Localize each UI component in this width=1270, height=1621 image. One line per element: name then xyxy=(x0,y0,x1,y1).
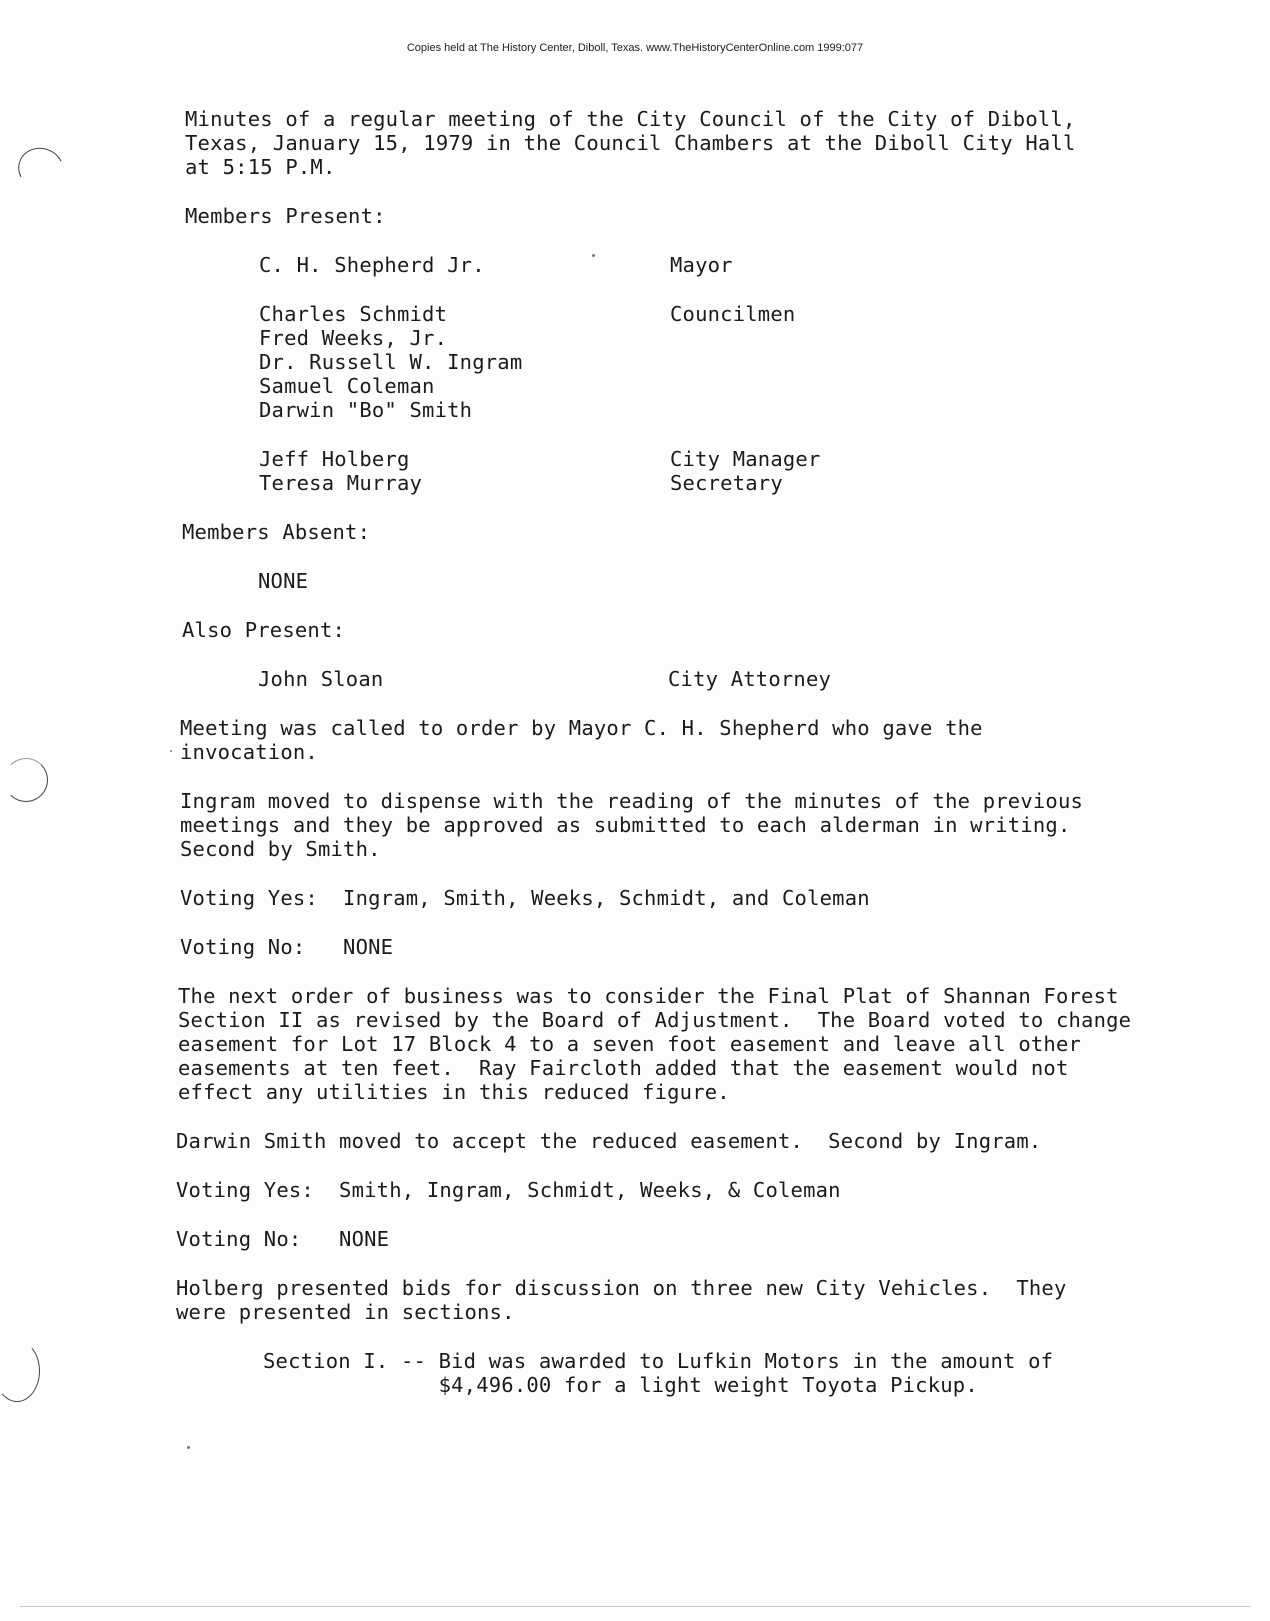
call-to-order-line-1: Meeting was called to order by Mayor C. H. Shepherd who gave the xyxy=(180,716,983,740)
councilman-name: Fred Weeks, Jr. xyxy=(259,326,448,350)
section1-line-1: Section I. -- Bid was awarded to Lufkin Motors in the amount of xyxy=(263,1349,1054,1373)
staff-name: Teresa Murray xyxy=(259,471,423,495)
minutes-motion-line-1: Ingram moved to dispense with the reading of the minutes of the previous xyxy=(180,789,1084,813)
also-present-heading: Also Present: xyxy=(182,618,346,642)
scan-speck xyxy=(592,254,595,257)
bids-line-2: were presented in sections. xyxy=(176,1300,515,1324)
scan-speck xyxy=(170,750,172,752)
page-bottom-edge xyxy=(20,1606,1250,1607)
intro-line-1: Minutes of a regular meeting of the City Council of the City of Diboll, xyxy=(185,107,1076,131)
attorney-name: John Sloan xyxy=(258,667,384,691)
mayor-title: Mayor xyxy=(670,253,733,277)
attorney-title: City Attorney xyxy=(668,667,832,691)
binder-hole-bottom xyxy=(0,1340,40,1402)
intro-line-3: at 5:15 P.M. xyxy=(185,155,336,179)
plat-line-3: easement for Lot 17 Block 4 to a seven foot easement and leave all other xyxy=(178,1032,1082,1056)
binder-hole-top xyxy=(12,141,70,196)
minutes-motion-line-3: Second by Smith. xyxy=(180,837,381,861)
staff-name: Jeff Holberg xyxy=(259,447,410,471)
section1-line-2: $4,496.00 for a light weight Toyota Pickup. xyxy=(263,1373,978,1397)
councilman-name: Darwin "Bo" Smith xyxy=(259,398,473,422)
archive-header: Copies held at The History Center, Diboll, Texas. www.TheHistoryCenterOnline.com 1999:077 xyxy=(406,42,864,54)
staff-title: Secretary xyxy=(670,471,783,495)
minutes-motion-line-2: meetings and they be approved as submitted to each alderman in writing. xyxy=(180,813,1071,837)
members-absent-heading: Members Absent: xyxy=(182,520,371,544)
binder-hole-middle xyxy=(4,758,48,802)
members-absent-value: NONE xyxy=(258,569,309,593)
vote1-yes: Voting Yes: Ingram, Smith, Weeks, Schmidt, and Coleman xyxy=(180,886,870,910)
staff-title: City Manager xyxy=(670,447,821,471)
plat-line-4: easements at ten feet. Ray Faircloth added that the easement would not xyxy=(178,1056,1069,1080)
members-present-heading: Members Present: xyxy=(185,204,386,228)
councilman-name: Charles Schmidt xyxy=(259,302,448,326)
councilman-name: Samuel Coleman xyxy=(259,374,435,398)
councilman-name: Dr. Russell W. Ingram xyxy=(259,350,523,374)
vote2-no: Voting No: NONE xyxy=(176,1227,390,1251)
easement-motion: Darwin Smith moved to accept the reduced easement. Second by Ingram. xyxy=(176,1129,1042,1153)
scan-speck xyxy=(187,1446,190,1449)
vote1-no: Voting No: NONE xyxy=(180,935,394,959)
councilmen-title: Councilmen xyxy=(670,302,796,326)
plat-line-2: Section II as revised by the Board of Adjustment. The Board voted to change xyxy=(178,1008,1132,1032)
plat-line-1: The next order of business was to consider the Final Plat of Shannan Forest xyxy=(178,984,1119,1008)
vote2-yes: Voting Yes: Smith, Ingram, Schmidt, Weeks, & Coleman xyxy=(176,1178,841,1202)
plat-line-5: effect any utilities in this reduced figure. xyxy=(178,1080,730,1104)
call-to-order-line-2: invocation. xyxy=(180,740,318,764)
bids-line-1: Holberg presented bids for discussion on three new City Vehicles. They xyxy=(176,1276,1067,1300)
intro-line-2: Texas, January 15, 1979 in the Council Chambers at the Diboll City Hall xyxy=(185,131,1076,155)
mayor-name: C. H. Shepherd Jr. xyxy=(259,253,485,277)
